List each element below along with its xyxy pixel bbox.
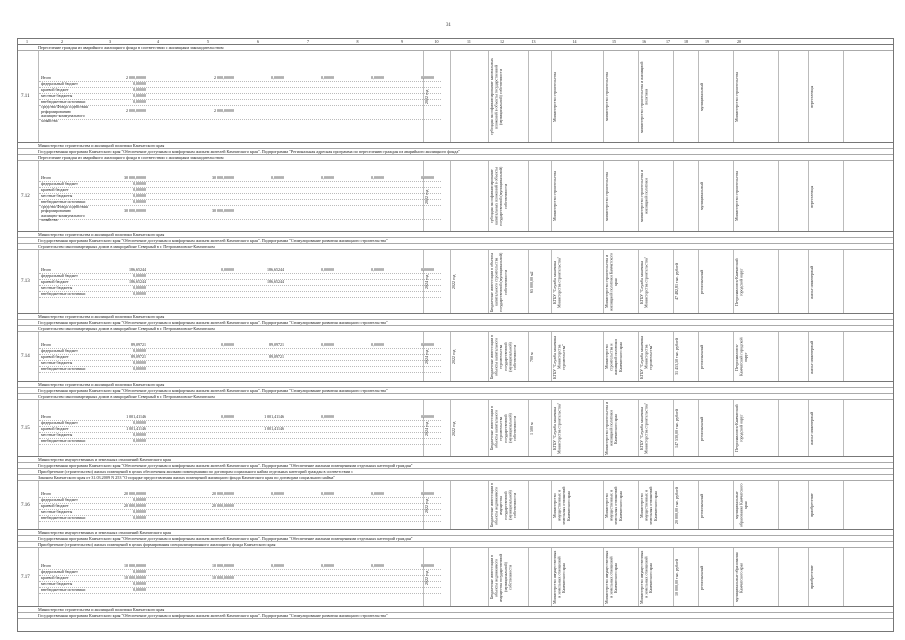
section-header-line: Строительство многоквартирных домов в микрорайоне Северный в г. Петропавловске-Камчатском [18,326,893,332]
amount-cell: 0,00000 [271,562,284,568]
vertical-cell-text: Бюджетные инвестиции в объекты недвижимого имущества государственной (муниципальной) собственности [489,483,517,528]
amount-cell: 0,00000 [371,342,384,347]
column-number: 3 [109,39,111,44]
vertical-cell-text: региональный [699,565,704,590]
vertical-cell-text: Петропавловск-Камчатский городской округ [734,337,749,377]
column-number: 6 [257,39,259,44]
amount-cell: 0,00000 [321,267,334,272]
funding-source-label: внебюджетные источники [41,366,86,371]
column-rule [778,161,779,231]
funding-source-label: краевой бюджет [41,279,69,284]
amount-cell: 0,00000 [371,174,384,180]
vertical-cell-text: 2022 год [451,274,456,290]
vertical-cell-text: региональный [699,416,704,441]
amount-cell: 0,00000 [371,75,384,80]
column-rule [528,51,529,142]
amount-cell: 2 000,00000 [214,108,234,113]
column-rule [843,548,844,606]
vertical-cell-text: переселенцы [809,85,814,109]
vertical-cell-text: Министерство строительства [734,72,739,122]
vertical-cell-text: министерство строительства [604,72,609,122]
funding-source-label: Итого [41,267,52,272]
amount-cell: 0,00000 [421,490,434,496]
vertical-cell-text: 47 482,81 тыс. рублей [674,263,679,301]
vertical-cell-text: Министерство строительства [734,171,739,222]
amount-cell: 89,09721 [131,354,146,359]
row-number: 7.11 [21,94,30,99]
funding-source-label: местные бюджеты [41,431,73,437]
amount-cell: 20 000,00000 [124,502,146,508]
column-number: 11 [467,39,471,44]
column-rule [843,161,844,231]
amount-cell: 0,00000 [133,431,146,437]
vertical-cell-text: 2022 год [424,570,429,585]
amount-cell: 0,00000 [133,99,146,104]
vertical-cell-text: 700 м [529,352,534,362]
table-section [17,45,894,143]
amount-cell: 0,00000 [421,342,434,347]
vertical-cell-text: 20 000,00 тыс. рублей [674,487,679,524]
section-header-line: Строительство многоквартирных домов в микрорайоне Северный в г. Петропавловске-Камчатском [18,244,893,250]
column-number: 4 [157,39,159,44]
column-rule [528,548,529,606]
vertical-cell-text: Бюджетные инвестиции в объекты капитального строительства государственной (муниципальной) собственности [489,335,517,379]
funding-source-label: федеральный бюджет [41,180,78,186]
funding-row [39,104,441,123]
funding-source-label: внебюджетные источники [41,514,86,520]
amount-cell: 0,00000 [371,267,384,272]
section-header-line: Министерство строительства и жилищной политики Камчатского края [18,314,893,320]
column-number: 18 [684,39,688,44]
vertical-cell-text: муниципальные образования Камчатского края [734,483,749,528]
column-rule [673,51,674,142]
funding-row [39,587,441,594]
funding-row [39,515,441,522]
vertical-cell-text: 2024 год [424,274,429,290]
vertical-cell-text: министерство строительства и жилищной политики [639,170,649,223]
column-number-header [17,38,894,45]
amount-cell: 2 000,00000 [214,75,234,80]
column-rule [673,161,674,231]
amount-cell: 0,00000 [421,75,434,80]
column-number: 17 [666,39,670,44]
column-number: 5 [207,39,209,44]
section-header-line: Государственная программа Камчатского края "Обеспечение доступным и комфортным жильем жителей Камчатского края". Подпрограмма "Стимулирование развития жилищного строительства" [18,238,893,244]
vertical-cell-text: Министерство имущественных и земельных отношений Камчатского края [639,486,658,525]
funding-source-label: Итого [41,174,52,180]
amount-cell: 0,00000 [133,514,146,520]
funding-source-label: федеральный бюджет [41,273,78,278]
amount-cell: 30 000,00000 [124,174,146,180]
funding-source-label: местные бюджеты [41,192,73,198]
amount-cell: 0,00000 [221,413,234,419]
amount-cell: 10 000,00000 [212,574,234,580]
amount-cell: 0,00000 [221,342,234,347]
amount-cell: 1 001,41146 [126,413,146,419]
amount-cell: 0,00000 [321,342,334,347]
vertical-cell-text: 2022 год [451,421,456,436]
column-rule [528,481,529,529]
amount-cell: 0,00000 [133,348,146,353]
vertical-cell-text: КГБУ "Служба заказчика Министерства строительства" [552,402,562,455]
amount-cell: 1 001,41146 [264,425,284,431]
funding-source-label: Итого [41,490,52,496]
vertical-cell-text: Петропавловск-Камчатский городской округ [734,404,744,453]
section-header-line: Приобретение (строительство) жилых помещений в целях формирования специализированного жилищного фонда Камчатского края [18,542,893,548]
amount-cell: 0,00000 [321,413,334,419]
column-rule [450,548,451,606]
column-rule [778,51,779,142]
column-number: 1 [26,39,28,44]
vertical-cell-text: Министерство имущественных и земельных отношений Камчатского края [552,486,571,525]
funding-source-label: средства Фонда содействия реформированию жилищно-коммунального хозяйства [41,104,88,123]
funding-source-label: краевой бюджет [41,502,69,508]
section-header-line: Министерство строительства и жилищной политики Камчатского края [18,382,893,388]
row-number: 7.17 [21,574,30,580]
funding-source-label: краевой бюджет [41,354,69,359]
amount-cell: 0,00000 [321,75,334,80]
amount-cell: 0,00000 [421,562,434,568]
column-rule [778,250,779,313]
funding-source-label: внебюджетные источники [41,291,86,296]
amount-cell: 20 000,00000 [212,502,234,508]
column-number: 8 [356,39,359,44]
amount-cell: 30 000,00000 [124,207,146,213]
vertical-cell-text: региональный [699,493,704,518]
vertical-cell-text: Министерство строительства и жилищной политики Камчатского края [604,252,619,312]
table-section [17,314,894,382]
vertical-cell-text: 2022 год [424,498,429,513]
vertical-cell-text: Министерство строительства [552,72,557,122]
column-number: 9 [401,39,403,44]
vertical-cell-text: Министерство строительства и жилищной политики Камчатского края [604,402,619,455]
table-section [17,232,894,314]
vertical-cell-text: региональный [699,269,704,295]
column-number: 10 [434,39,439,44]
amount-cell: 0,00000 [133,81,146,86]
amount-cell: 0,00000 [133,366,146,371]
funding-row [39,438,441,445]
vertical-cell-text: 2024 год [424,349,429,365]
section-header-line: Государственная программа Камчатского края "Обеспечение доступным и комфортным жильем жителей Камчатского края". Подпрограмма "Региональная адресная программа по переселению граждан из аварийного жилищного фонда" [18,149,893,155]
vertical-cell-text: 65 000,00 м2 [529,271,534,293]
vertical-cell-text: переселенцы [809,185,814,208]
vertical-cell-text: Министерство имущественных и земельных отношений Камчатского края [639,550,654,605]
amount-cell: 0,00000 [133,87,146,92]
column-number: 2 [61,39,63,44]
amount-cell: 0,00000 [133,508,146,514]
vertical-cell-text: 10 000,00 тыс. рублей [674,559,679,596]
column-rule [843,51,844,142]
funding-source-label: внебюджетные источники [41,437,86,443]
amount-cell: 186,65244 [129,279,146,284]
vertical-cell-text: министерство строительства и жилищной политики [639,61,649,133]
amount-cell: 89,09721 [131,342,146,347]
funding-source-label: местные бюджеты [41,360,73,365]
vertical-cell-text: КГБУ "Служба заказчика Министерства строительства" [639,256,649,308]
vertical-cell-text: жилье инженерный [809,265,814,299]
vertical-cell-text: КГБУ "Служба заказчика Министерства строительства" [639,335,654,379]
vertical-cell-text: 2022 год [451,349,456,365]
section-header-line: Приобретение (строительство) жилых помещений в целях обеспечения жилыми помещениями по договорам социального найма отдельных категорий граждан в соответствии с [18,469,893,475]
row-number: 7.13 [21,279,30,284]
amount-cell: 0,00000 [321,174,334,180]
funding-row [39,203,441,223]
vertical-cell-text: Бюджетные инвестиции в объекты недвижимого имущества государственной (муниципальной) собственности [489,553,513,602]
vertical-cell-text: субсидия на софинансирование капитальных вложений в объекты государственной (муниципальной) собственности [489,166,508,227]
amount-cell: 0,00000 [133,586,146,592]
column-rule [450,51,451,142]
amount-cell: 89,09721 [269,342,284,347]
column-rule [778,332,779,381]
funding-source-label: федеральный бюджет [41,81,78,86]
funding-source-label: федеральный бюджет [41,568,78,574]
section-header-line: Министерство строительства и жилищной политики Камчатского края [18,232,893,238]
amount-cell: 0,00000 [133,437,146,443]
section-header-line: Министерство имущественных и земельных отношений Камчатского края [18,457,893,463]
funding-source-label: Итого [41,413,52,419]
amount-cell: 0,00000 [133,419,146,425]
funding-source-label: местные бюджеты [41,93,73,98]
vertical-cell-text: 147 530,00 тыс. рублей [674,409,679,448]
vertical-cell-text: КГБУ "Служба заказчика Министерства строительства" [552,335,567,379]
amount-cell: 0,00000 [221,267,234,272]
amount-cell: 0,00000 [133,568,146,574]
amount-cell: 20 000,00000 [124,490,146,496]
section-header-line: Государственная программа Камчатского края "Обеспечение доступным и комфортным жильем жителей Камчатского края". Подпрограмма "Обеспечение жилыми помещениями отдельных категорий граждан" [18,463,893,469]
vertical-cell-text: муниципальный [699,182,704,211]
amount-cell: 0,00000 [133,291,146,296]
amount-cell: 0,00000 [421,413,434,419]
amount-cell: 20 000,00000 [212,490,234,496]
funding-source-label: местные бюджеты [41,285,73,290]
vertical-cell-text: Министерство имущественных и земельных отношений Камчатского края [604,486,623,525]
amount-cell: 1 001,41146 [264,413,284,419]
amount-cell: 0,00000 [371,562,384,568]
row-number: 7.12 [21,193,30,199]
amount-cell: 2 000,00000 [126,108,146,113]
amount-cell: 10 000,00000 [124,562,146,568]
section-header-line: Министерство имущественных и земельных отношений Камчатского края [18,530,893,536]
vertical-cell-text: субсидия на софинансирование капитальных вложений в объекты государственной (муниципальной) собственности [489,58,504,136]
funding-source-label: краевой бюджет [41,425,69,431]
column-rule [450,481,451,529]
section-header-line: Государственная программа Камчатского края "Обеспечение доступным и комфортным жильем жителей Камчатского края". Подпрограмма "Обеспечение жилыми помещениями отдельных категорий граждан" [18,536,893,542]
amount-cell: 0,00000 [133,360,146,365]
vertical-cell-text: 1 500 м [529,422,534,435]
amount-cell: 0,00000 [133,285,146,290]
amount-cell: 30 000,00000 [212,207,234,213]
amount-cell: 0,00000 [133,273,146,278]
vertical-cell-text: Министерство строительства [552,171,557,222]
vertical-cell-text: приобретение [809,493,814,518]
vertical-cell-text: 2022 год [424,189,429,204]
column-rule [778,481,779,529]
section-header-line: Министерство строительства и жилищной политики Камчатского края [18,607,893,613]
row-number: 7.16 [21,502,30,508]
column-number: 16 [642,39,646,44]
vertical-cell-text: Петропавловск-Камчатский городской округ [734,258,744,306]
vertical-cell-text: КГБУ "Служба заказчика Министерства строительства" [552,256,562,308]
column-number: 15 [612,39,616,44]
funding-row [39,366,441,373]
vertical-cell-text: КГБУ "Служба заказчика Министерства строительства" [639,402,649,455]
column-number: 12 [500,39,504,44]
funding-source-label: краевой бюджет [41,186,69,192]
section-header-line: Государственная программа Камчатского края "Обеспечение доступным и комфортным жильем жителей Камчатского края". Подпрограмма "Стимулирование развития жилищного строительства" [18,613,893,619]
column-rule [843,332,844,381]
funding-source-label: местные бюджеты [41,580,73,586]
section-header-line: Переселение граждан из аварийного жилищного фонда в соответствии с жилищным законодательством [18,155,893,161]
amount-cell: 0,00000 [371,490,384,496]
column-number: 7 [307,39,309,44]
trailing-header-block [17,607,894,632]
funding-source-label: средства Фонда содействия реформированию жилищно-коммунального хозяйства [41,203,88,223]
vertical-cell-text: министерство строительства [604,172,609,221]
amount-cell: 0,00000 [271,174,284,180]
column-rule [843,250,844,313]
section-header-line: Переселение граждан из аварийного жилищного фонда в соответствии с жилищным законодательством [18,45,893,51]
amount-cell: 0,00000 [321,490,334,496]
column-number: 14 [572,39,577,44]
amount-cell: 0,00000 [421,267,434,272]
amount-cell: 89,09721 [269,354,284,359]
amount-cell: 186,65244 [129,267,146,272]
amount-cell: 0,00000 [133,496,146,502]
vertical-cell-text: приобретение [809,565,814,590]
column-rule [843,481,844,529]
vertical-cell-text: муниципальный [699,83,704,111]
table-section [17,143,894,232]
column-rule [528,161,529,231]
vertical-cell-text: 2024 год [424,421,429,436]
row-number: 7.14 [21,354,30,359]
amount-cell: 0,00000 [421,174,434,180]
vertical-cell-text: Бюджетные инвестиции в объекты капитального строительства государственной (муниципальной) собственности [489,406,517,451]
vertical-cell-text: жилье инженерный [809,411,814,446]
vertical-cell-text: Бюджетные инвестиции в объекты капитального строительства государственной (муниципальной) собственности [489,252,508,312]
section-header-line: Министерство строительства и жилищной политики Камчатского края [18,143,893,149]
section-header-line: Строительство многоквартирных домов в микрорайоне Северный в г. Петропавловске-Камчатском [18,394,893,400]
amount-cell: 30 000,00000 [212,174,234,180]
amount-cell: 0,00000 [133,186,146,192]
funding-source-label: внебюджетные источники [41,198,86,204]
vertical-cell-text: Министерство строительства и жилищной политики Камчатского края [604,339,623,375]
funding-source-label: Итого [41,342,52,347]
vertical-cell-text: Министерство имущественных и земельных отношений Камчатского края [552,550,567,605]
vertical-cell-text: Министерство имущественных и земельных отношений Камчатского края [604,550,619,605]
funding-source-label: Итого [41,75,52,80]
funding-row [39,291,441,298]
table-section [17,457,894,530]
column-number: 20 [737,39,741,44]
table-section [17,530,894,607]
vertical-cell-text: региональный [699,344,704,370]
amount-cell: 2 000,00000 [126,75,146,80]
column-rule [843,400,844,456]
amount-cell: 0,00000 [133,93,146,98]
funding-source-label: местные бюджеты [41,508,73,514]
amount-cell: 0,00000 [271,490,284,496]
amount-cell: 0,00000 [133,192,146,198]
vertical-cell-text: 31 453,50 тыс. рублей [674,338,679,376]
column-number: 19 [705,39,709,44]
vertical-cell-text: жилье инженерный [809,340,814,374]
section-header-line: Государственная программа Камчатского края "Обеспечение доступным и комфортным жильем жителей Камчатского края". Подпрограмма "Стимулирование развития жилищного строительства" [18,388,893,394]
vertical-cell-text: муниципальные образования Камчатского края [734,552,744,603]
column-number: 13 [531,39,536,44]
column-rule [778,400,779,456]
column-rule [450,161,451,231]
table-section [17,382,894,457]
amount-cell: 0,00000 [321,562,334,568]
column-rule [778,548,779,606]
funding-source-label: краевой бюджет [41,87,69,92]
funding-source-label: внебюджетные источники [41,586,86,592]
funding-source-label: федеральный бюджет [41,496,78,502]
funding-source-label: краевой бюджет [41,574,69,580]
amount-cell: 10 000,00000 [212,562,234,568]
vertical-cell-text: 2022 год [424,89,429,105]
section-header-line: Государственная программа Камчатского края "Обеспечение доступным и комфортным жильем жителей Камчатского края". Подпрограмма "Стимулирование развития жилищного строительства" [18,320,893,326]
amount-cell: 0,00000 [271,75,284,80]
amount-cell: 1 001,41146 [126,425,146,431]
amount-cell: 10 000,00000 [124,574,146,580]
page-number: 31 [446,23,451,28]
funding-source-label: федеральный бюджет [41,419,78,425]
funding-source-label: Итого [41,562,52,568]
amount-cell: 186,65244 [267,279,284,284]
amount-cell: 0,00000 [133,198,146,204]
funding-source-label: федеральный бюджет [41,348,78,353]
amount-cell: 0,00000 [133,180,146,186]
row-number: 7.15 [21,425,30,431]
amount-cell: 186,65244 [267,267,284,272]
section-header-line: Законом Камчатского края от 31.03.2009 N 253 "О порядке предоставления жилых помещений жилищного фонда Камчатского края по договорам социального найма" [18,475,893,481]
funding-source-label: внебюджетные источники [41,99,86,104]
amount-cell: 0,00000 [133,580,146,586]
